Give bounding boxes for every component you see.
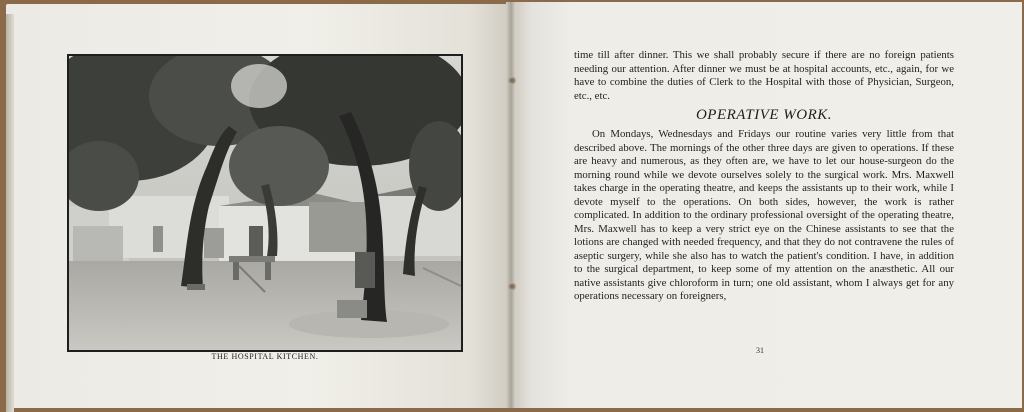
section-heading: OPERATIVE WORK. (695, 107, 833, 123)
hospital-kitchen-photo (67, 54, 463, 352)
opening-paragraph: time till after dinner. This we shall probably secure if there are no foreign patients needing our attention. After dinner we must be at hospital accounts, etc., again, for we have to combine the duties of Clerk to the Hospital with those of Physician, Surgeon, etc., etc. (574, 49, 954, 102)
page-stack-edge (6, 14, 14, 412)
page-text (574, 49, 954, 304)
body-paragraph: On Mondays, Wednesdays and Fridays our routine varies very little from that described above. The mornings of the other three days are given to operations. If these are heavy and numerous, as they often are, we have to let our house-surgeon do the morning round while we devote ourselves solely to the surgical work. Mrs. Maxwell takes charge in the operating theatre, and keeps the assistants up to their work, while I devote myself to the operations. On both sides, however, the work is rather complicated. In addition to the ordinary professional oversight of the operating theatre, Mrs. Maxwell has to keep a very strict eye on the Chinese assistants to see that the lotions are changed with needed frequency, and that they do not contravene the rules of aseptic surgery, while she also has to watch the patient's condition. I have, in addition to the surgical department, to keep some of my attention on the anæsthetic. All our native assistants give chloroform in turn; one old assistant, whom I always get for any operations necessary on foreigners, (574, 128, 954, 302)
book-gutter (506, 2, 516, 408)
binding-staple (508, 282, 516, 291)
photo-illustration (69, 56, 461, 350)
page-number: 31 (756, 346, 764, 355)
binding-staple (508, 76, 516, 85)
photo-caption: THE HOSPITAL KITCHEN. (211, 352, 319, 361)
